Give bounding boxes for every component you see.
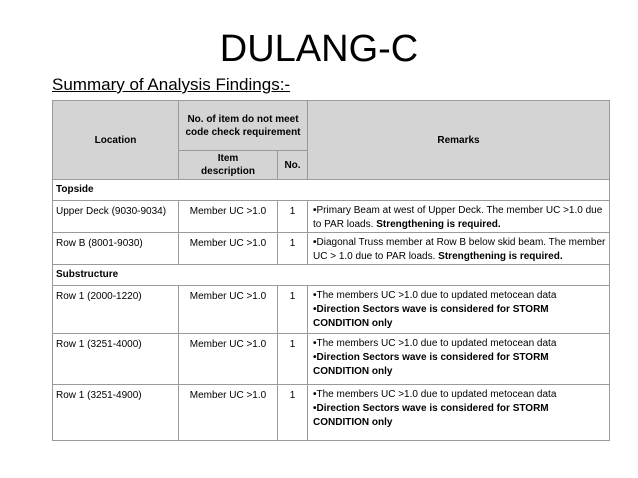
header-remarks: Remarks [308,101,610,180]
header-no: No. [278,151,308,180]
row-location: Row 1 (2000-1220) [53,286,179,334]
table-row [53,201,610,233]
row-remarks [308,334,610,385]
findings-table [52,100,610,441]
row-count: 1 [278,286,308,334]
row-count: 1 [278,233,308,265]
table-row [53,385,610,441]
row-count: 1 [278,201,308,233]
remark-emphasis: Strengthening is required. [438,251,563,262]
row-location: Row B (8001-9030) [53,233,179,265]
row-count: 1 [278,334,308,385]
row-location: Row 1 (3251-4900) [53,385,179,441]
header-item-description: Item description [179,151,278,180]
row-item-description: Member UC >1.0 [179,334,278,385]
remark-emphasis: Strengthening is required. [376,219,501,230]
row-location: Row 1 (3251-4000) [53,334,179,385]
row-item-description: Member UC >1.0 [179,233,278,265]
row-count: 1 [278,385,308,441]
bullet-icon: • [313,304,317,315]
bullet-icon: • [313,389,317,400]
bullet-icon: • [313,338,317,349]
table-row [53,286,610,334]
section-topside: Topside [53,180,610,201]
bullet-icon: • [313,205,317,216]
bullet-icon: • [313,403,317,414]
row-item-description: Member UC >1.0 [179,385,278,441]
remark-text: The members UC >1.0 due to updated metocean data [316,389,557,400]
bullet-icon: • [313,352,317,363]
row-location: Upper Deck (9030-9034) [53,201,179,233]
row-remarks [308,385,610,441]
row-remarks [308,286,610,334]
row-item-description: Member UC >1.0 [179,286,278,334]
remark-text: Primary Beam at west of Upper Deck. The member UC >1.0 due to PAR loads. [313,205,603,230]
header-group: No. of item do not meet code check requirement [179,101,308,151]
section-substructure: Substructure [53,265,610,286]
remark-emphasis: Direction Sectors wave is considered for STORM CONDITION only [313,304,549,329]
bullet-icon: • [313,237,317,248]
remark-emphasis: Direction Sectors wave is considered for STORM CONDITION only [313,352,549,377]
bullet-icon: • [313,290,317,301]
row-item-description: Member UC >1.0 [179,201,278,233]
remark-text: The members UC >1.0 due to updated metocean data [316,290,557,301]
summary-subtitle: Summary of Analysis Findings:- [52,75,291,94]
header-location: Location [53,101,179,180]
row-remarks [308,233,610,265]
row-remarks [308,201,610,233]
remark-emphasis: Direction Sectors wave is considered for STORM CONDITION only [313,403,549,428]
page-title: DULANG-C [219,28,419,70]
table-row [53,233,610,265]
remark-text: The members UC >1.0 due to updated metocean data [316,338,557,349]
table-row [53,334,610,385]
remark-text: Diagonal Truss member at Row B below skid beam. The member UC > 1.0 due to PAR loads. [313,237,606,262]
